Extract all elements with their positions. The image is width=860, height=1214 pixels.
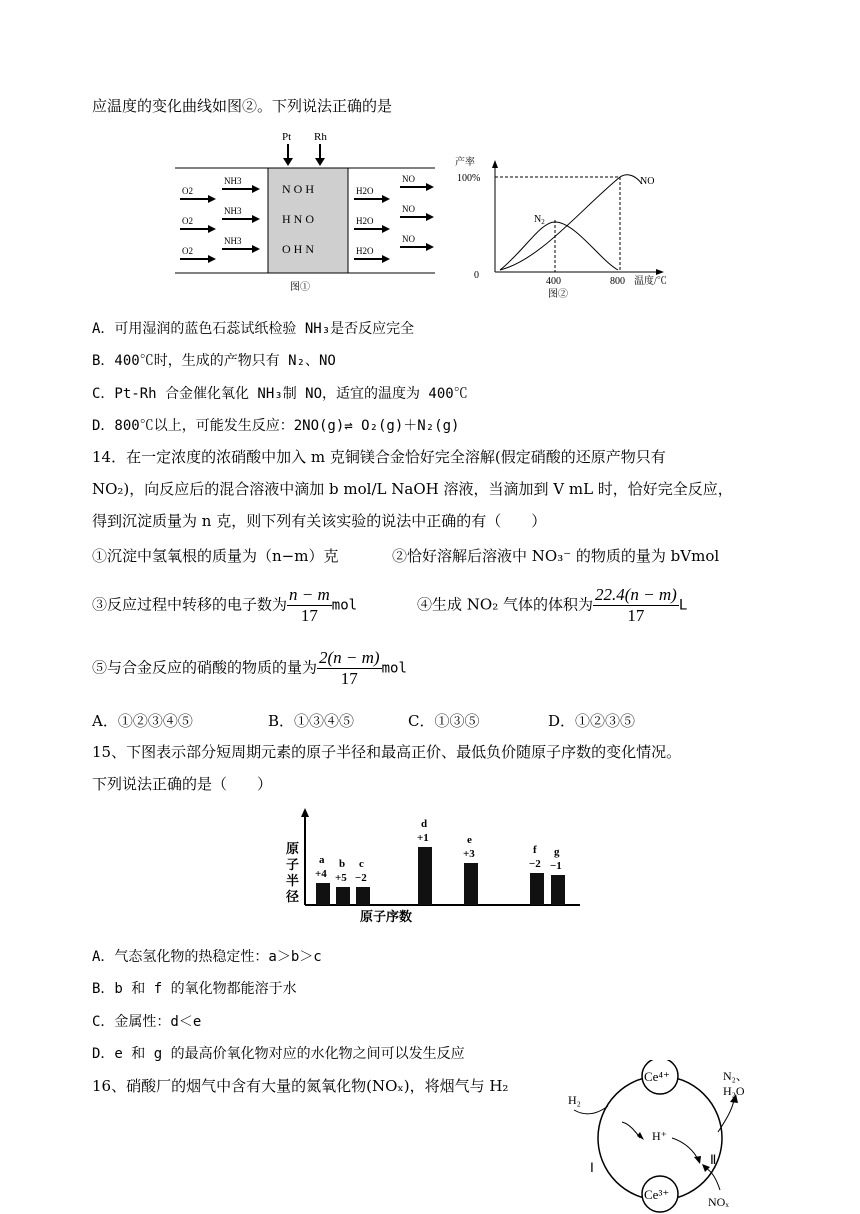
q15-line-1: 15、下图表示部分短周期元素的原子半径和最高正价、最低负价随原子序数的变化情况。 xyxy=(92,743,682,761)
nh3-label: NH3 xyxy=(224,206,242,216)
fraction-numerator: 2(n − m) xyxy=(319,648,380,667)
radius-bar-d xyxy=(418,847,432,905)
bar-valence-label: −2 xyxy=(355,872,367,884)
y-axis-char-4: 径 xyxy=(286,889,300,904)
q15-option-b: B．b 和 f 的氧化物都能溶于水 xyxy=(92,981,297,997)
hplus-label: H⁺ xyxy=(652,1129,667,1143)
q14-option-b: B．①③④⑤ xyxy=(268,712,355,730)
q16-line-1: 16、硝酸厂的烟气中含有大量的氮氧化物(NOₓ)，将烟气与 H₂ xyxy=(92,1077,509,1095)
x-axis-label: 原子序数 xyxy=(360,909,413,924)
bar-element-label: g xyxy=(554,846,560,858)
fraction-denominator: 17 xyxy=(627,606,645,625)
no-curve-label: NO xyxy=(640,176,655,187)
n2-out-label: N₂、 xyxy=(723,1069,748,1083)
bar-element-label: e xyxy=(467,834,472,846)
radius-bar-f xyxy=(530,873,544,905)
bar-valence-label: +3 xyxy=(463,848,475,860)
q14-line-2: NO₂)，向反应后的混合溶液中滴加 b mol/L NaOH 溶液，当滴加到 V mL 时，恰好完全反应， xyxy=(92,480,733,498)
catalyst-row-3: O H N xyxy=(282,242,314,256)
fraction-numerator: n − m xyxy=(289,585,330,604)
q14-statement-1: ①沉淀中氢氧根的质量为（n−m）克 xyxy=(92,547,339,565)
bar-element-label: c xyxy=(359,858,364,870)
bar-valence-label: +1 xyxy=(417,832,429,844)
ce4-label: Ce⁴⁺ xyxy=(644,1069,670,1084)
x-tick-400: 400 xyxy=(546,276,561,287)
q14-statement-5: ⑤与合金反应的硝酸的物质的量为 $\frac{2(n - m)}{17}$ mol xyxy=(92,648,407,688)
y-axis-char-3: 半 xyxy=(286,873,300,888)
q14-line-1: 14．在一定浓度的浓硝酸中加入 m 克铜镁合金恰好完全溶解(假定硝酸的还原产物只有 xyxy=(92,448,666,466)
radius-bar-c xyxy=(356,887,370,905)
h2-label: H₂ xyxy=(568,1093,581,1107)
fraction-denominator: 17 xyxy=(300,606,318,625)
bar-element-label: b xyxy=(339,858,346,870)
figure-ce-cycle xyxy=(560,1060,770,1214)
figure-2-caption: 图② xyxy=(548,289,568,300)
x-axis-label: 温度/℃ xyxy=(634,276,667,287)
figure-1-reactor xyxy=(170,128,440,298)
pt-label: Pt xyxy=(282,131,292,143)
o2-label: O2 xyxy=(182,186,193,196)
stage-i-label: Ⅰ xyxy=(590,1160,594,1175)
q13-option-a: A．可用湿润的蓝色石蕊试纸检验 NH₃是否反应完全 xyxy=(92,321,415,337)
q15-option-a: A．气态氢化物的热稳定性：a＞b＞c xyxy=(92,949,322,965)
radius-bar-e xyxy=(464,863,478,905)
q14-option-c: C．①③⑤ xyxy=(408,712,480,730)
no-curve xyxy=(500,175,642,270)
q14-statement-4: ④生成 NO₂ 气体的体积为 $\frac{22.4(n - m)}{17}$ L xyxy=(417,585,688,625)
bar-element-label: d xyxy=(421,818,428,830)
catalyst-row-1: N O H xyxy=(282,182,314,196)
bar-element-label: f xyxy=(533,844,537,856)
bar-valence-label: −2 xyxy=(529,858,541,870)
figure-atomic-radius-chart xyxy=(280,805,590,925)
q14-statement-2: ②恰好溶解后溶液中 NO₃⁻ 的物质的量为 bVmol xyxy=(392,547,720,565)
figure-2-yield-chart xyxy=(440,150,680,300)
q15-option-d: D．e 和 g 的最高价氧化物对应的水化物之间可以发生反应 xyxy=(92,1046,465,1062)
radius-bar-a xyxy=(316,883,330,905)
y-axis-char-1: 原 xyxy=(286,841,300,856)
h2o-label: H2O xyxy=(356,216,374,226)
h2o-out-label: H₂O xyxy=(723,1084,745,1098)
x-tick-800: 800 xyxy=(610,276,625,287)
o2-label: O2 xyxy=(182,216,193,226)
n2-curve-label: $N_2$ xyxy=(534,214,545,226)
figure-1-caption: 图① xyxy=(290,282,310,293)
bar-valence-label: +4 xyxy=(315,868,327,880)
h2o-label: H2O xyxy=(356,186,374,196)
catalyst-row-2: H N O xyxy=(282,212,314,226)
bar-valence-label: −1 xyxy=(550,860,562,872)
q14-option-d: D．①②③⑤ xyxy=(548,712,636,730)
o2-label: O2 xyxy=(182,246,193,256)
y-axis-label: 产率 xyxy=(455,157,475,168)
h2o-label: H2O xyxy=(356,246,374,256)
y-100-label: 100% xyxy=(457,173,481,184)
intro-line: 应温度的变化曲线如图②。下列说法正确的是 xyxy=(92,97,393,115)
rh-label: Rh xyxy=(314,131,327,143)
no-label: NO xyxy=(402,204,415,214)
fraction-numerator: 22.4(n − m) xyxy=(594,585,677,604)
y-axis-char-2: 子 xyxy=(286,857,300,872)
q13-option-d: D．800℃以上，可能发生反应：2NO(g)⇌ O₂(g)＋N₂(g) xyxy=(92,418,460,434)
stage-ii-label: Ⅱ xyxy=(710,1152,717,1167)
q13-option-c: C．Pt-Rh 合金催化氧化 NH₃制 NO，适宜的温度为 400℃ xyxy=(92,386,468,402)
q14-option-a: A．①②③④⑤ xyxy=(92,712,193,730)
ce3-label: Ce³⁺ xyxy=(644,1187,670,1202)
bar-valence-label: +5 xyxy=(335,872,347,884)
nh3-label: NH3 xyxy=(224,236,242,246)
origin-label: 0 xyxy=(474,270,479,281)
q14-statement-3: ③反应过程中转移的电子数为 $\frac{n - m}{17}$ mol xyxy=(92,585,358,625)
no-label: NO xyxy=(402,234,415,244)
fraction-denominator: 17 xyxy=(340,669,358,688)
radius-bar-b xyxy=(336,887,350,905)
q15-line-2: 下列说法正确的是（ ） xyxy=(92,775,273,793)
q15-option-c: C．金属性：d＜e xyxy=(92,1014,202,1030)
q13-option-b: B．400℃时，生成的产物只有 N₂、NO xyxy=(92,353,336,369)
nox-label: NOₓ xyxy=(708,1195,729,1209)
q14-line-3: 得到沉淀质量为 n 克，则下列有关该实验的说法中正确的有（ ） xyxy=(92,512,547,530)
radius-bar-g xyxy=(551,875,565,905)
bar-element-label: a xyxy=(319,854,325,866)
no-label: NO xyxy=(402,174,415,184)
nh3-label: NH3 xyxy=(224,176,242,186)
